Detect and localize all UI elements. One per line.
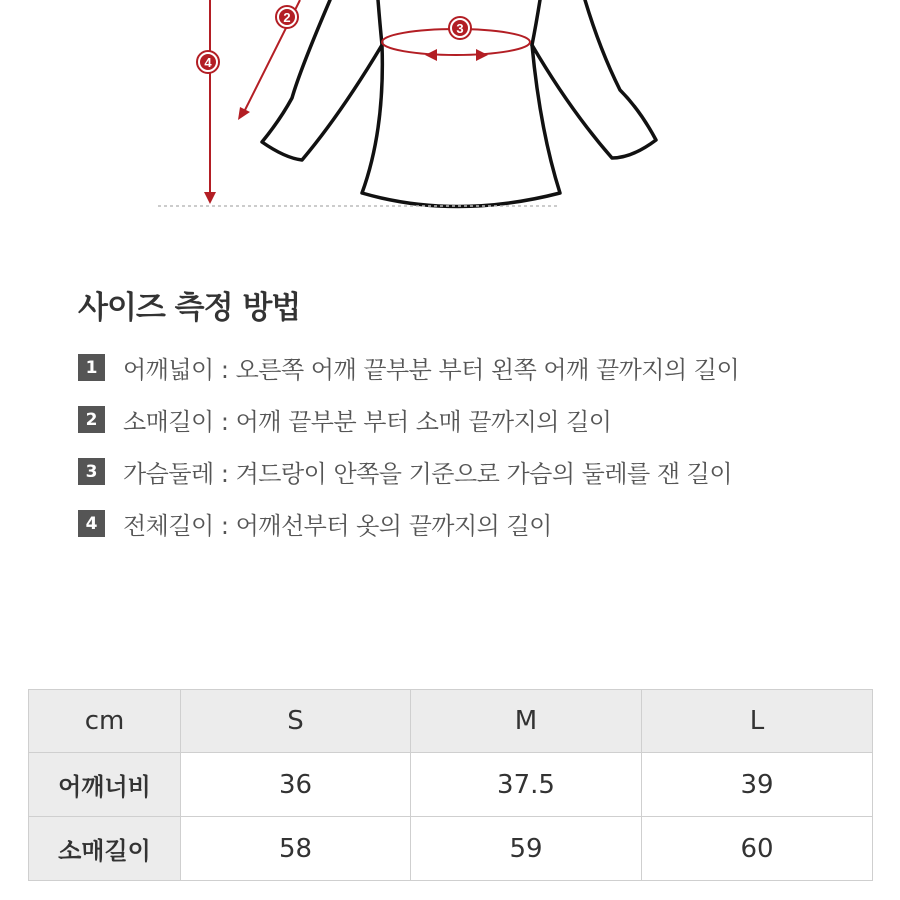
guide-item-text: 전체길이 : 어깨선부터 옷의 끝까지의 길이: [123, 512, 552, 540]
guide-item-text: 어깨넓이 : 오른쪽 어깨 끝부분 부터 왼쪽 어깨 끝까지의 길이: [123, 356, 740, 384]
length-arrow: [204, 0, 216, 204]
table-header-size: S: [181, 690, 411, 753]
guide-item-number: 3: [78, 458, 105, 485]
table-header-unit: cm: [29, 690, 181, 753]
row-label: 어깨너비: [29, 753, 181, 817]
size-table: [28, 689, 873, 881]
marker-3-icon: [449, 17, 471, 39]
table-cell: 36: [181, 753, 411, 817]
marker-3-label: 3: [456, 21, 464, 36]
guide-item-number: 2: [78, 406, 105, 433]
table-cell: 59: [411, 817, 642, 881]
guide-title: 사이즈 측정 방법: [78, 290, 301, 326]
marker-4-label: 4: [204, 55, 212, 70]
guide-item-number: 4: [78, 510, 105, 537]
table-header-size: M: [411, 690, 642, 753]
table-header-row: [29, 690, 873, 753]
table-cell: 37.5: [411, 753, 642, 817]
row-label: 소매길이: [29, 817, 181, 881]
garment-measurement-diagram: [0, 0, 900, 230]
table-row: [29, 753, 873, 817]
table-cell: 60: [642, 817, 873, 881]
guide-item-text: 가슴둘레 : 겨드랑이 안쪽을 기준으로 가슴의 둘레를 잰 길이: [123, 460, 733, 488]
guide-item-text: 소매길이 : 어깨 끝부분 부터 소매 끝까지의 길이: [123, 408, 612, 436]
table-cell: 39: [642, 753, 873, 817]
guide-item-number: 1: [78, 354, 105, 381]
table-header-size: L: [642, 690, 873, 753]
marker-2-label: 2: [283, 10, 291, 25]
marker-4-icon: [197, 51, 219, 73]
table-cell: 58: [181, 817, 411, 881]
marker-2-icon: [276, 6, 298, 28]
table-row: [29, 817, 873, 881]
